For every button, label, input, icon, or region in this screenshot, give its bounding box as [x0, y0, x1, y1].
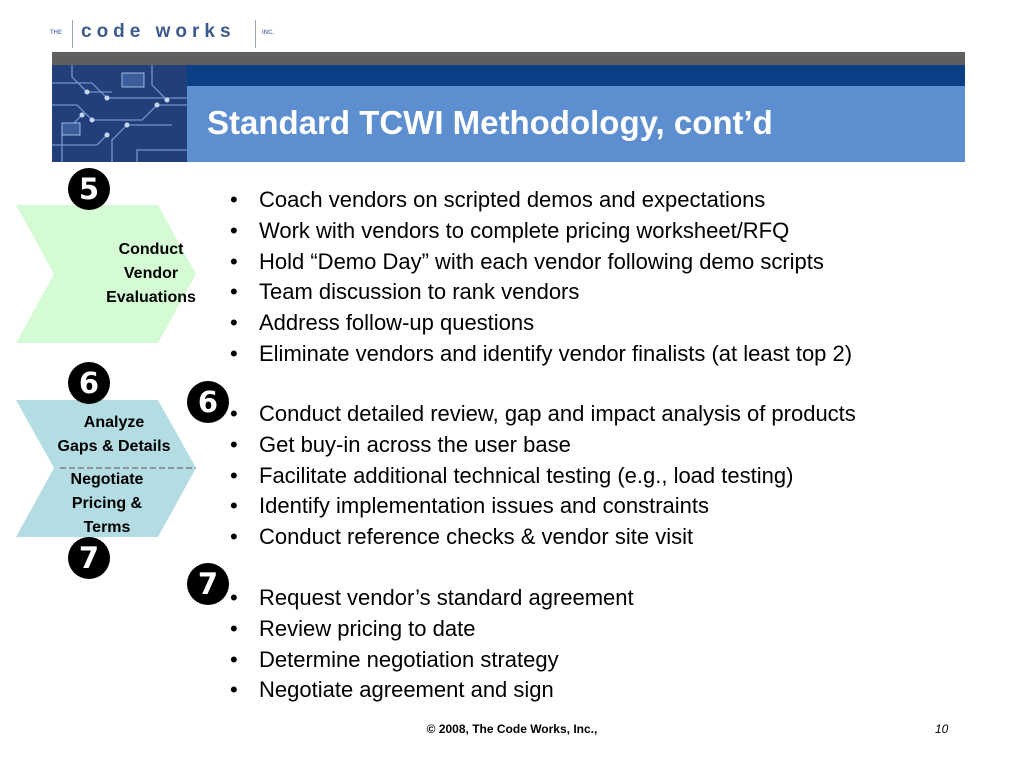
bullet-text: Conduct detailed review, gap and impact analysis of products	[259, 401, 856, 426]
bullet-dot: •	[230, 279, 238, 305]
header-gray-bar	[52, 52, 965, 65]
chevron-conduct-line-1: Conduct	[118, 241, 184, 258]
bullet-item	[230, 522, 856, 553]
chevron-analyze-line-2: Gaps & Details	[57, 438, 171, 455]
bullet-dot: •	[230, 585, 238, 610]
bullet-item	[230, 339, 852, 370]
bullet-item	[230, 583, 634, 614]
section-seven-marker: 7	[187, 563, 229, 605]
company-logo	[50, 18, 290, 52]
bullet-item	[230, 645, 634, 676]
chevron-negotiate-line-3: Terms	[83, 519, 131, 536]
bullet-text: Team discussion to rank vendors	[259, 279, 580, 305]
footer-copyright: © 2008, The Code Works, Inc.,	[426, 722, 598, 736]
section-six-marker: 6	[187, 381, 229, 423]
logo-divider-left	[72, 20, 73, 48]
bullet-item	[230, 461, 856, 492]
bullet-list-analysis	[230, 399, 856, 553]
bullet-text: Work with vendors to complete pricing worksheet/RFQ	[259, 217, 790, 243]
bullet-item	[230, 277, 852, 308]
bullet-dot: •	[230, 493, 238, 519]
bullet-item	[230, 247, 852, 278]
chevron-analyze-line-1: Analyze	[83, 414, 145, 431]
bullet-dot: •	[230, 340, 238, 366]
chevron-negotiate-line-1: Negotiate	[70, 471, 144, 488]
bullet-item	[230, 430, 856, 461]
logo-wordmark: code works	[81, 21, 236, 42]
bullet-dot: •	[230, 677, 238, 703]
bullet-dot: •	[230, 310, 238, 336]
bullet-text: Conduct reference checks & vendor site visit	[259, 524, 694, 550]
bullet-item	[230, 491, 856, 522]
bullet-text: Review pricing to date	[259, 615, 476, 641]
bullet-text: Identify implementation issues and constraints	[259, 493, 710, 519]
chevron-negotiate-line-2: Pricing &	[71, 495, 143, 512]
bullet-dot: •	[230, 615, 238, 641]
bullet-item	[230, 185, 852, 216]
logo-the-text: THE	[50, 30, 62, 36]
bullet-item	[230, 216, 852, 247]
bullet-dot: •	[230, 187, 238, 212]
bullet-dot: •	[230, 646, 238, 672]
header-navy-bar	[187, 65, 965, 86]
bullet-dot: •	[230, 248, 238, 274]
logo-divider-right	[255, 20, 256, 48]
bullet-dot: •	[230, 524, 238, 550]
bullet-list-evaluations	[230, 185, 852, 370]
step-six-marker: 6	[68, 362, 110, 404]
bullet-item	[230, 308, 852, 339]
step-seven-marker: 7	[68, 537, 110, 579]
bullet-text: Request vendor’s standard agreement	[259, 585, 634, 610]
chevron-analyze-label	[40, 411, 188, 459]
bullet-text: Address follow-up questions	[259, 310, 535, 336]
bullet-text: Hold “Demo Day” with each vendor following demo scripts	[259, 248, 824, 274]
bullet-item	[230, 675, 634, 706]
bullet-text: Eliminate vendors and identify vendor finalists (at least top 2)	[259, 340, 853, 366]
chevron-conduct-line-2: Vendor	[123, 265, 179, 282]
logo-inc-text: INC.	[262, 30, 274, 36]
bullet-text: Get buy-in across the user base	[259, 431, 571, 457]
bullet-text: Determine negotiation strategy	[259, 646, 559, 672]
bullet-text: Negotiate agreement and sign	[259, 677, 554, 703]
chevron-negotiate-label	[52, 468, 162, 540]
step-five-marker: 5	[68, 168, 110, 210]
bullet-item	[230, 614, 634, 645]
bullet-item	[230, 399, 856, 430]
circuit-board-image	[52, 65, 187, 162]
page-number: 10	[935, 722, 949, 736]
bullet-text: Facilitate additional technical testing (e.g., load testing)	[259, 462, 794, 488]
bullet-text: Coach vendors on scripted demos and expectations	[259, 187, 766, 212]
chevron-conduct-label	[95, 238, 207, 310]
bullet-dot: •	[230, 431, 238, 457]
bullet-dot: •	[230, 217, 238, 243]
slide-title: Standard TCWI Methodology, cont’d	[207, 104, 773, 141]
chevron-conduct-line-3: Evaluations	[106, 289, 196, 306]
bullet-dot: •	[230, 462, 238, 488]
bullet-dot: •	[230, 401, 238, 426]
bullet-list-negotiation	[230, 583, 634, 706]
